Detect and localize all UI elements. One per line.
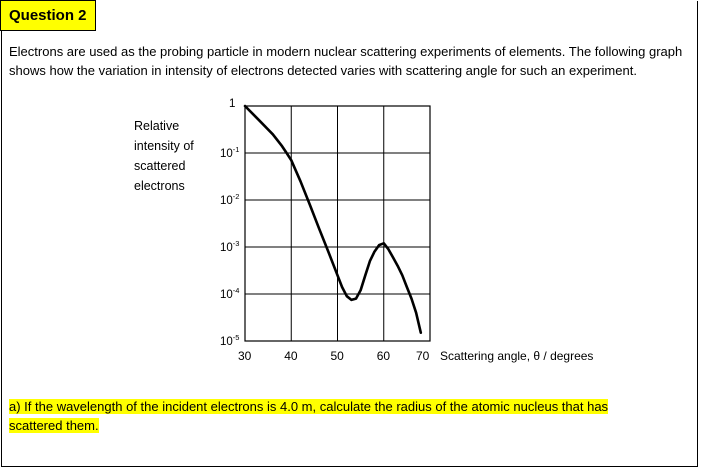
y-tick-label: $10^{-4}$ [220, 286, 240, 301]
y-tick-label: $10^{-3}$ [220, 239, 240, 254]
y-tick-label: $10^{-2}$ [220, 192, 240, 207]
question-title: Question 2 [0, 0, 96, 31]
x-tick-label: 70 [416, 349, 430, 363]
x-tick-label: 50 [330, 349, 344, 363]
intensity-curve [245, 106, 421, 333]
question-part-a [9, 397, 649, 435]
y-axis-label: Relative intensity of scattered electrons [134, 119, 194, 193]
grid-lines [245, 106, 430, 341]
x-tick-label: 30 [238, 349, 252, 363]
y-tick-label: $10^{-1}$ [220, 145, 240, 160]
y-tick-label: 1 [229, 98, 236, 110]
x-tick-label: 60 [376, 349, 391, 363]
question-intro: Electrons are used as the probing particle in modern nuclear scattering experiments of elements. The following graph shows how the variation in intensity of electrons detected varies with scattering angle for such an experiment. [9, 44, 683, 78]
y-tick-label: $10^{-5}$ [220, 333, 240, 348]
x-tick-label: 40 [284, 349, 298, 363]
x-axis-label: Scattering angle, θ / degrees [440, 349, 594, 363]
question-part-a-text: a) If the wavelength of the incident electrons is 4.0 m, calculate the radius of the atomic nucleus that has scattered them. [9, 399, 609, 433]
